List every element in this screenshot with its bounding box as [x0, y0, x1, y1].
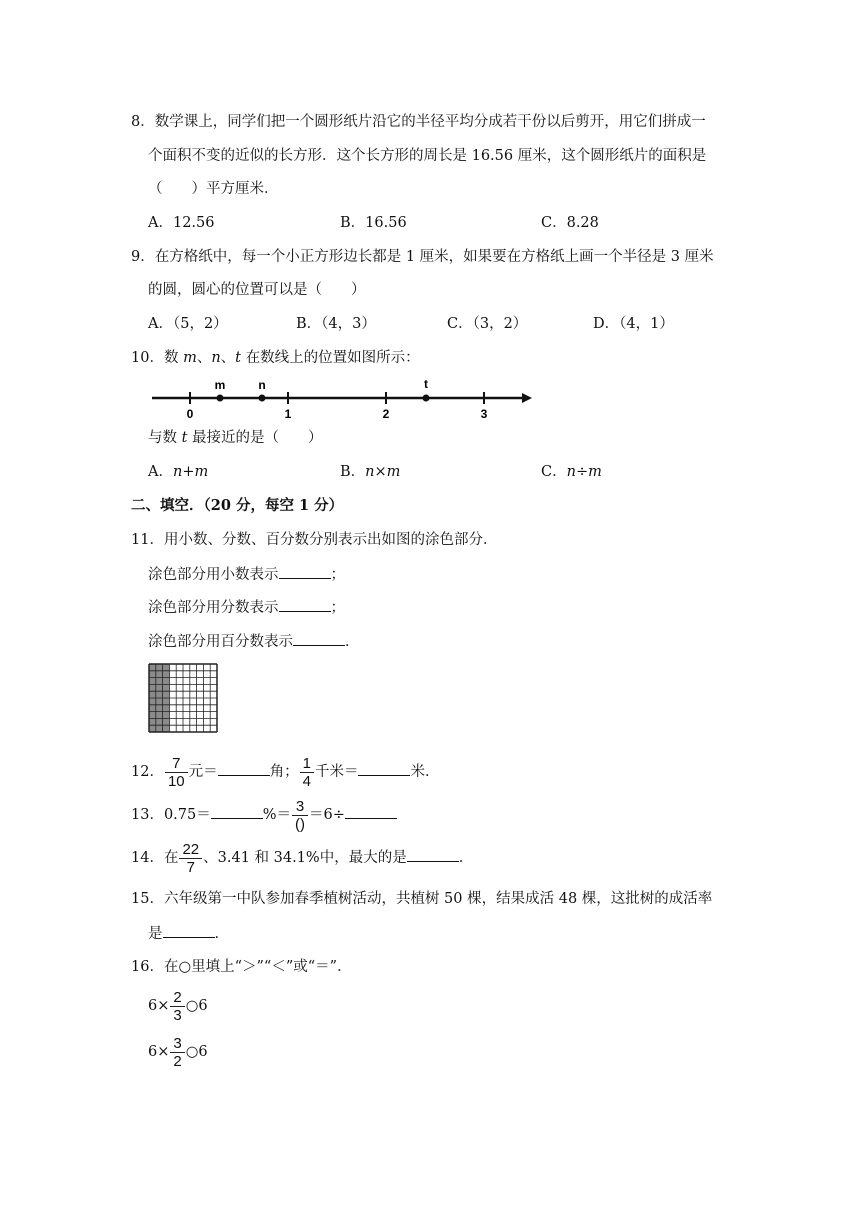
fraction-22-7: $\frac{22}{7}$: [179, 841, 202, 876]
q10-option-b: B．n×m: [340, 464, 401, 480]
answer-blank[interactable]: [211, 804, 263, 819]
answer-blank[interactable]: [218, 761, 270, 776]
fraction-1-4: $\frac{1}{4}$: [300, 755, 314, 790]
q9-option-d: D．（4，1）: [593, 316, 674, 332]
q13: 13．0.75＝ %＝ $\frac{3}{()}$ ＝6÷: [131, 797, 397, 833]
fraction-3-2: $\frac{3}{2}$: [170, 1035, 184, 1070]
q14: 14．在 $\frac{22}{7}$ 、3.41 和 34.1%中，最大的是 ．: [131, 840, 474, 876]
q8-option-c: C．8.28: [541, 215, 599, 231]
q9-option-b: B．（4，3）: [296, 316, 376, 332]
answer-blank[interactable]: [279, 564, 331, 579]
fraction-7-10: $\frac{7}{10}$: [165, 755, 188, 790]
answer-blank[interactable]: [407, 847, 459, 862]
label-3: 3: [480, 407, 488, 421]
answer-blank[interactable]: [358, 761, 410, 776]
answer-blank[interactable]: [163, 923, 215, 938]
q11-percent: 涂色部分用百分数表示 ．: [148, 631, 360, 652]
q10-question: 与数 t 最接近的是（ ）: [148, 430, 323, 446]
q8-line2: 个面积不变的近似的长方形．这个长方形的周长是 16.56 厘米，这个圆形纸片的面积是: [148, 148, 707, 164]
answer-blank[interactable]: [279, 597, 331, 612]
label-1: 1: [284, 407, 292, 421]
answer-blank[interactable]: [293, 631, 345, 646]
number-line-figure: [150, 376, 540, 422]
q12: 12． $\frac{7}{10}$ 元＝ 角； $\frac{1}{4}$ 千米＝ 米．: [131, 754, 440, 790]
q8-line3: （ ）平方厘米．: [148, 181, 279, 197]
q8-option-a: A．12.56: [148, 215, 215, 231]
compare-circle[interactable]: ○6: [185, 1044, 208, 1060]
label-2: 2: [382, 407, 390, 421]
q8-option-b: B．16.56: [340, 215, 407, 231]
q11-line1: 11．用小数、分数、百分数分别表示出如图的涂色部分．: [131, 532, 498, 548]
q10-option-a: A．n+m: [148, 464, 209, 480]
q10-stem: 10．数 m、n、t 在数线上的位置如图所示：: [131, 350, 420, 366]
q15-line2: 是 ．: [148, 923, 229, 944]
label-m: m: [214, 378, 226, 392]
point-t: [423, 395, 430, 402]
q10-option-c: C．n÷m: [541, 464, 602, 480]
fraction-3-blank: $\frac{3}{()}$: [292, 798, 308, 833]
q9-option-c: C．（3，2）: [447, 316, 528, 332]
answer-blank[interactable]: [345, 804, 397, 819]
q16-expr2: 6× $\frac{3}{2}$ ○6: [148, 1034, 208, 1070]
point-n: [259, 395, 266, 402]
q9-line2: 的圆，圆心的位置可以是（ ）: [148, 282, 366, 298]
label-n: n: [258, 378, 266, 392]
q9-line1: 9．在方格纸中，每一个小正方形边长都是 1 厘米，如果要在方格纸上画一个半径是 3 厘米: [131, 249, 714, 265]
compare-circle[interactable]: ○6: [185, 998, 208, 1014]
section-2-title: 二、填空．（20 分，每空 1 分）: [131, 497, 344, 514]
fraction-2-3: $\frac{2}{3}$: [170, 989, 184, 1024]
q11-decimal: 涂色部分用小数表示 ；: [148, 564, 345, 585]
hundred-grid-figure: [148, 663, 218, 733]
q8-line1: 8．数学课上，同学们把一个圆形纸片沿它的半径平均分成若干份以后剪开，用它们拼成一: [131, 114, 706, 130]
point-m: [217, 395, 224, 402]
q15-line1: 15．六年级第一中队参加春季植树活动，共植树 50 棵，结果成活 48 棵，这批树的成活率: [131, 891, 713, 907]
q11-fraction: 涂色部分用分数表示 ；: [148, 597, 345, 618]
q9-option-a: A．（5，2）: [148, 316, 228, 332]
q16-line1: 16．在○里填上“＞”“＜”或“＝”．: [131, 959, 352, 975]
label-t: t: [424, 377, 428, 391]
number-line-arrow: [522, 393, 532, 403]
label-0: 0: [186, 407, 194, 421]
q16-expr1: 6× $\frac{2}{3}$ ○6: [148, 988, 208, 1024]
